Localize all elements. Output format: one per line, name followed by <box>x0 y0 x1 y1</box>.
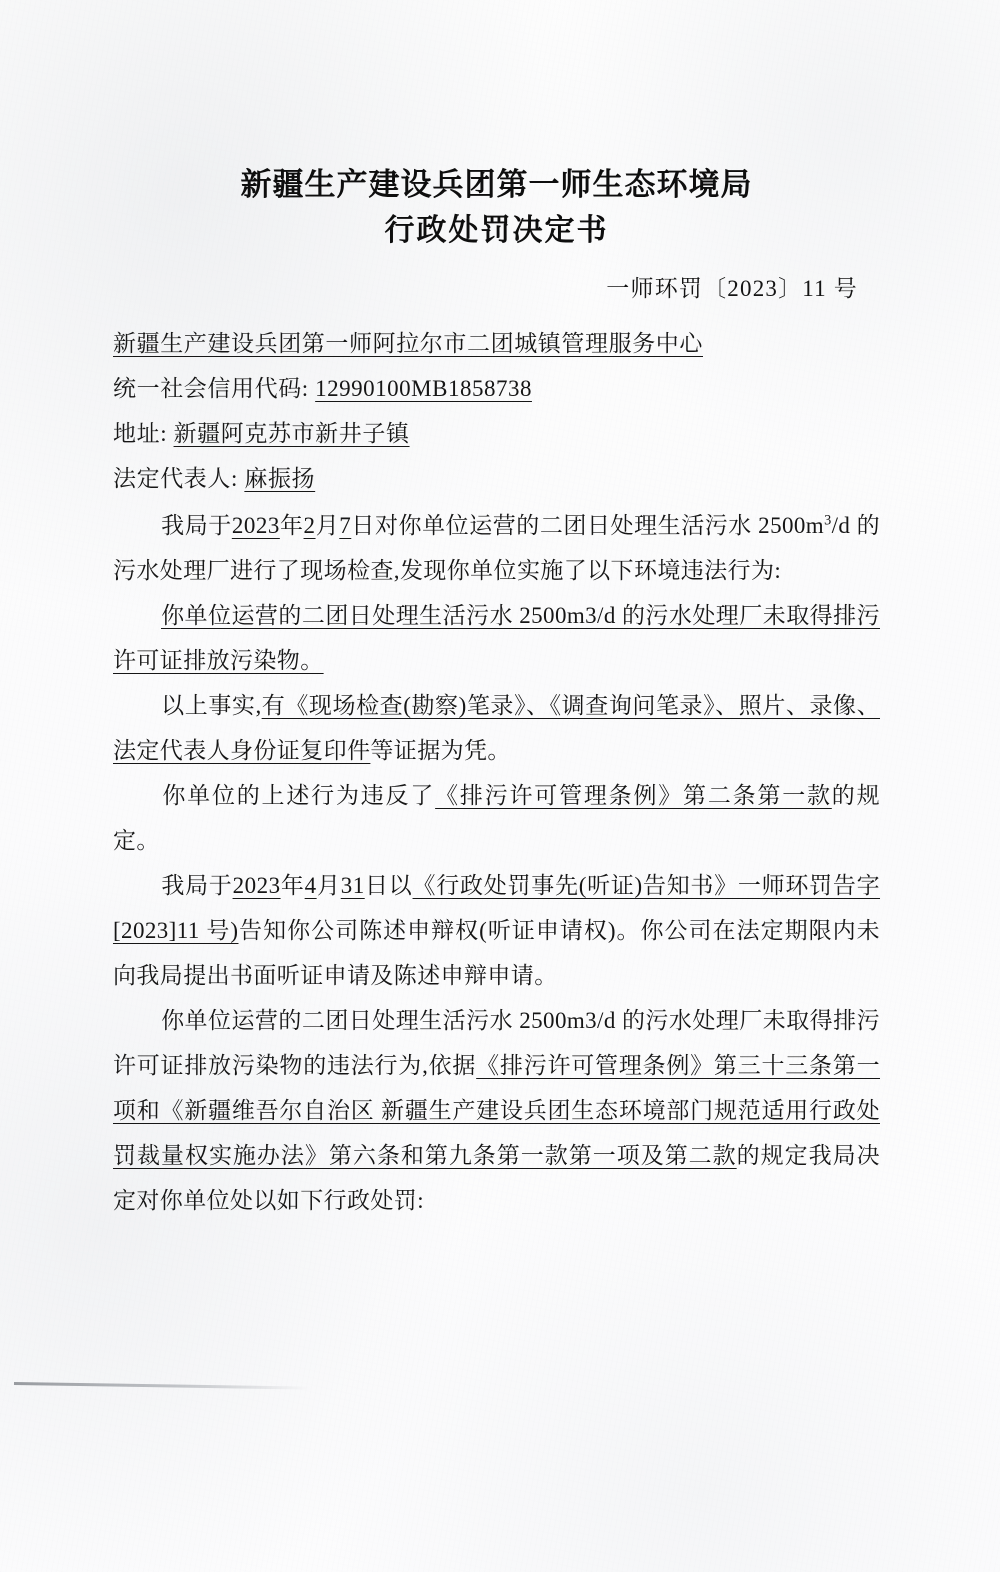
p1-text-b: 年 <box>279 513 304 538</box>
p5-text-a: 我局于 <box>161 873 233 898</box>
paragraph-prior-notice <box>113 863 880 998</box>
p5-text-b: 年 <box>280 873 305 898</box>
paragraph-violation <box>113 593 880 683</box>
document-number: 一师环罚〔2023〕11 号 <box>606 276 858 301</box>
prior-notice-citation: 《行政处罚事先(听证)告知书》一师环罚告字[2023]11 号) <box>113 873 880 943</box>
p1-day: 7 <box>339 513 352 538</box>
paragraph-evidence <box>113 683 880 773</box>
p1-text-a: 我局于 <box>161 513 232 538</box>
p1-text-d: 日对你单位运营的二团日处理生活污水 2500m <box>351 513 825 538</box>
document-body <box>113 503 880 1223</box>
scan-artifact-streak <box>14 1382 310 1390</box>
credit-code-label: 统一社会信用代码: <box>113 376 309 401</box>
document-content <box>113 0 880 1223</box>
violation-description: 你单位运营的二团日处理生活污水 2500m3/d 的污水处理厂未取得排污许可证排放污染物。 <box>113 603 880 673</box>
document-type-title: 行政处罚决定书 <box>384 213 609 248</box>
p3-text-b: 等证据为凭。 <box>370 738 511 763</box>
p4-text-a: 你单位的上述行为违反了 <box>161 783 436 808</box>
party-info-block <box>113 321 880 501</box>
credit-code-value: 12990100MB1858738 <box>315 376 532 401</box>
violated-regulation-citation: 《排污许可管理条例》第二条第一款 <box>435 783 832 808</box>
p6-text-a: 你单位运营的二团日处理生活污水 2500m3/d 的污水处理厂未取得排污许可证排放污染物的违法行为,依据 <box>113 1008 880 1078</box>
entity-name-line <box>113 321 880 366</box>
p5-text-e: 告知你公司陈述申辩权(听证申请权)。你公司在法定期限内未向我局提出书面听证申请及陈述申辩申请。 <box>113 918 880 988</box>
paragraph-regulation-violated <box>113 773 880 863</box>
p5-text-d: 日以 <box>364 873 413 898</box>
p5-month: 4 <box>304 873 317 898</box>
p5-year: 2023 <box>232 873 281 898</box>
p1-text-e: /d 的污水处理厂进行了现场检查,发现你单位实施了以下环境违法行为: <box>113 513 881 583</box>
document-header <box>113 163 880 253</box>
legal-representative-label: 法定代表人: <box>113 466 238 491</box>
address-value: 新疆阿克苏市新井子镇 <box>173 421 410 446</box>
address-label: 地址: <box>113 421 168 446</box>
p3-text-a: 以上事实, <box>161 693 262 718</box>
issuing-authority-title: 新疆生产建设兵团第一师生态环境局 <box>240 167 753 203</box>
p1-cubic-superscript: 3 <box>824 512 832 529</box>
legal-representative-line <box>113 456 880 501</box>
credit-code-line <box>113 366 880 411</box>
p6-text-b: 的规定我局决定对你单位处以如下行政处罚: <box>113 1143 880 1213</box>
evidence-list: 有《现场检查(勘察)笔录》、《调查询问笔录》、照片、录像、法定代表人身份证复印件 <box>113 693 880 763</box>
p1-text-c: 月 <box>315 513 340 538</box>
address-line <box>113 411 880 456</box>
p1-month: 2 <box>303 513 316 538</box>
p4-text-b: 的规定。 <box>113 783 880 853</box>
p1-year: 2023 <box>231 513 280 538</box>
entity-name-value: 新疆生产建设兵团第一师阿拉尔市二团城镇管理服务中心 <box>113 331 703 356</box>
paragraph-inspection <box>113 503 880 593</box>
p5-text-c: 月 <box>316 873 341 898</box>
p5-day: 31 <box>340 873 365 898</box>
legal-representative-value: 麻振扬 <box>244 466 316 491</box>
paragraph-legal-basis <box>113 998 880 1223</box>
legal-basis-citation: 《排污许可管理条例》第三十三条第一项和《新疆维吾尔自治区 新疆生产建设兵团生态环境部门规范适用行政处罚裁量权实施办法》第六条和第九条第一款第一项及第二款 <box>113 1053 880 1168</box>
